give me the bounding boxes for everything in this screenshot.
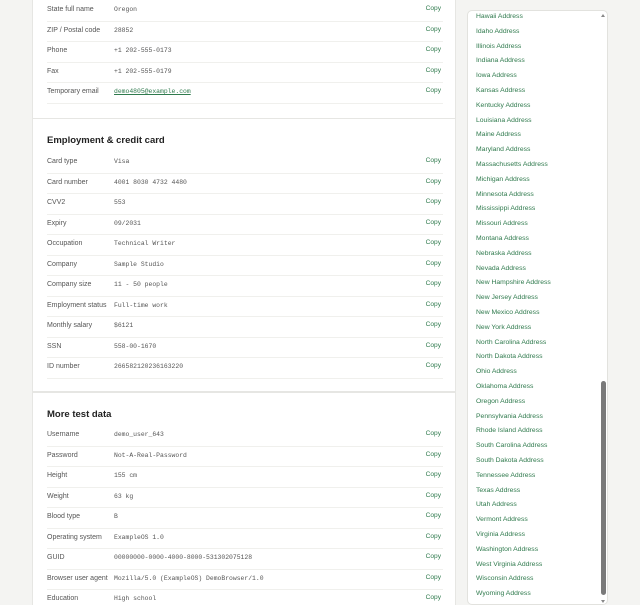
copy-button[interactable]: Copy (425, 430, 441, 437)
row-value: +1 202-555-0179 (114, 67, 172, 75)
row-value: Oregon (114, 6, 138, 13)
sidebar-state-link[interactable]: Minnesota Address (476, 190, 534, 198)
row-label: Employment status (47, 301, 107, 309)
sidebar-state-link[interactable]: North Dakota Address (476, 353, 543, 361)
sidebar-state-link[interactable]: Maryland Address (476, 146, 531, 154)
sidebar-state-link[interactable]: Ohio Address (476, 368, 517, 376)
sidebar-state-link[interactable]: Vermont Address (476, 516, 528, 524)
sidebar-state-link[interactable]: Missouri Address (476, 220, 528, 228)
sidebar-state-link[interactable]: Washington Address (476, 545, 539, 553)
sidebar-state-link[interactable]: Indiana Address (476, 57, 525, 65)
sidebar-state-link[interactable]: Idaho Address (476, 27, 520, 35)
sidebar-state-link[interactable]: Nebraska Address (476, 249, 532, 257)
row-label: Temporary email (47, 88, 99, 95)
row-value: 155 cm (114, 472, 138, 479)
row-label: Password (47, 451, 78, 459)
row-label: Height (47, 472, 68, 479)
sidebar-state-link[interactable]: New Hampshire Address (476, 279, 551, 287)
data-row (47, 358, 443, 379)
sidebar-state-link[interactable]: Kentucky Address (476, 101, 531, 109)
row-label: Card type (47, 158, 78, 165)
copy-button[interactable]: Copy (425, 259, 441, 267)
sidebar-state-link[interactable]: Illinois Address (476, 42, 522, 50)
copy-button[interactable]: Copy (425, 532, 441, 540)
data-row (47, 467, 443, 488)
sidebar-state-link[interactable]: Louisiana Address (476, 116, 532, 124)
row-value: $6121 (114, 322, 134, 329)
row-label: Username (47, 431, 80, 438)
row-value: Not-A-Real-Password (114, 451, 187, 459)
copy-button[interactable]: Copy (425, 362, 441, 369)
sidebar-state-link[interactable]: Massachusetts Address (476, 161, 548, 168)
sidebar-state-link[interactable]: Rhode Island Address (476, 427, 543, 435)
sidebar-state-link[interactable]: New Jersey Address (476, 294, 538, 302)
row-value: 266582120236163220 (114, 363, 184, 370)
copy-button[interactable]: Copy (425, 573, 441, 581)
sidebar-state-link[interactable]: West Virginia Address (476, 560, 543, 568)
more-test-data-title: More test data (47, 409, 112, 420)
data-row (47, 447, 443, 468)
copy-button[interactable]: Copy (425, 218, 441, 226)
state-address-sidebar (467, 10, 608, 605)
sidebar-state-link[interactable]: Tennessee Address (476, 471, 536, 479)
row-value: Technical Writer (114, 240, 176, 247)
data-row (47, 549, 443, 570)
copy-button[interactable]: Copy (425, 177, 441, 185)
row-value: 558-00-1670 (114, 342, 157, 350)
sidebar-state-link[interactable]: Texas Address (476, 486, 521, 494)
scroll-up-arrow-icon[interactable] (601, 14, 605, 17)
row-label: State full name (47, 6, 94, 13)
sidebar-state-link[interactable]: New Mexico Address (476, 309, 540, 316)
row-label: Card number (47, 178, 88, 186)
row-value: B (114, 513, 118, 520)
data-row (47, 317, 443, 338)
sidebar-state-link[interactable]: Iowa Address (476, 72, 517, 80)
copy-button[interactable]: Copy (425, 157, 441, 164)
sidebar-state-link[interactable]: New York Address (476, 323, 532, 331)
row-label: Phone (47, 47, 68, 54)
data-row (47, 153, 443, 174)
sidebar-state-link[interactable]: Wisconsin Address (476, 575, 534, 583)
address-card (32, 0, 456, 120)
more-test-data-card (32, 392, 456, 605)
row-value: 4001 8030 4732 4480 (114, 178, 187, 186)
row-label: Expiry (47, 219, 67, 227)
row-label: Blood type (47, 513, 81, 520)
email-link[interactable]: demo4805@example.com (114, 88, 191, 95)
row-value: 09/2031 (114, 219, 141, 227)
copy-button[interactable]: Copy (425, 553, 441, 560)
copy-button[interactable]: Copy (425, 594, 441, 601)
data-row (47, 426, 443, 447)
copy-button[interactable]: Copy (425, 491, 441, 499)
sidebar-state-link[interactable]: Pennsylvania Address (476, 412, 543, 420)
copy-button[interactable]: Copy (425, 25, 441, 33)
data-row (47, 508, 443, 529)
row-value: Mozilla/5.0 (ExampleOS) DemoBrowser/1.0 (114, 574, 264, 582)
data-row (47, 42, 443, 63)
data-row (47, 83, 443, 104)
row-value: Sample Studio (114, 260, 164, 268)
sidebar-state-link[interactable]: Utah Address (476, 501, 517, 509)
copy-button[interactable]: Copy (425, 321, 441, 328)
data-row (47, 276, 443, 297)
sidebar-state-link[interactable]: Montana Address (476, 235, 529, 242)
sidebar-state-link[interactable]: Nevada Address (476, 264, 526, 272)
copy-button[interactable]: Copy (425, 87, 441, 94)
scrollbar-thumb[interactable] (601, 381, 606, 595)
row-label: ID number (47, 363, 80, 370)
scroll-down-arrow-icon[interactable] (601, 600, 605, 603)
sidebar-state-link[interactable]: Oregon Address (476, 397, 526, 405)
row-label: Occupation (47, 240, 83, 247)
sidebar-state-link[interactable]: South Dakota Address (476, 457, 544, 464)
data-row (47, 488, 443, 509)
row-value: Full-time work (114, 301, 168, 309)
data-row (47, 297, 443, 318)
row-label: Fax (47, 67, 59, 75)
sidebar-state-link[interactable]: Mississippi Address (476, 205, 536, 213)
row-label: Company (47, 260, 77, 268)
row-label: ZIP / Postal code (47, 26, 101, 34)
row-label: GUID (47, 554, 65, 561)
copy-button[interactable]: Copy (425, 512, 441, 519)
sidebar-state-link[interactable]: Maine Address (476, 131, 521, 139)
copy-button[interactable]: Copy (425, 471, 441, 478)
data-row (47, 63, 443, 84)
employment-section-title: Employment & credit card (47, 135, 165, 146)
row-value: Visa (114, 158, 130, 165)
copy-button[interactable]: Copy (425, 450, 441, 458)
sidebar-state-link[interactable]: Michigan Address (476, 175, 530, 183)
sidebar-state-link[interactable]: Kansas Address (476, 87, 526, 94)
copy-button[interactable]: Copy (425, 46, 441, 53)
row-label: CVV2 (47, 199, 66, 206)
row-value: demo_user_643 (114, 431, 164, 438)
data-row (47, 590, 443, 605)
employment-card (32, 118, 456, 392)
row-value: 11 - 50 people (114, 281, 168, 288)
row-label: Education (47, 595, 79, 602)
copy-button[interactable]: Copy (425, 198, 441, 205)
sidebar-state-link[interactable]: North Carolina Address (476, 338, 547, 346)
data-row (47, 174, 443, 195)
sidebar-state-link[interactable]: South Carolina Address (476, 442, 548, 450)
row-value: 00000000-0000-4000-8000-531302075128 (114, 554, 253, 561)
data-row (47, 570, 443, 591)
row-label: Browser user agent (47, 574, 108, 582)
row-label: Company size (47, 281, 92, 288)
row-value: High school (114, 595, 157, 602)
data-row (47, 22, 443, 43)
sidebar-scrollbar[interactable] (600, 13, 606, 604)
copy-button[interactable]: Copy (425, 5, 441, 12)
copy-button[interactable]: Copy (425, 341, 441, 349)
row-value: 63 kg (114, 492, 134, 500)
sidebar-state-link[interactable]: Virginia Address (476, 531, 525, 538)
data-row (47, 338, 443, 359)
data-row (47, 256, 443, 277)
sidebar-state-link[interactable]: Hawaii Address (476, 13, 523, 20)
row-label: SSN (47, 342, 62, 350)
sidebar-state-link[interactable]: Oklahoma Address (476, 383, 534, 390)
copy-button[interactable]: Copy (425, 300, 441, 308)
sidebar-state-link[interactable]: Wyoming Address (476, 590, 531, 598)
data-row (47, 194, 443, 215)
row-label: Operating system (47, 533, 102, 541)
row-value: +1 202-555-0173 (114, 47, 172, 54)
data-row (47, 529, 443, 550)
copy-button[interactable]: Copy (425, 66, 441, 74)
data-row (47, 235, 443, 256)
row-label: Monthly salary (47, 322, 93, 329)
copy-button[interactable]: Copy (425, 280, 441, 287)
data-row (47, 1, 443, 22)
main-content (32, 0, 456, 605)
row-value: 28852 (114, 26, 134, 34)
row-label: Weight (47, 492, 69, 500)
copy-button[interactable]: Copy (425, 239, 441, 246)
data-row (47, 215, 443, 236)
row-value: 553 (114, 199, 126, 206)
row-value: ExampleOS 1.0 (114, 533, 164, 541)
